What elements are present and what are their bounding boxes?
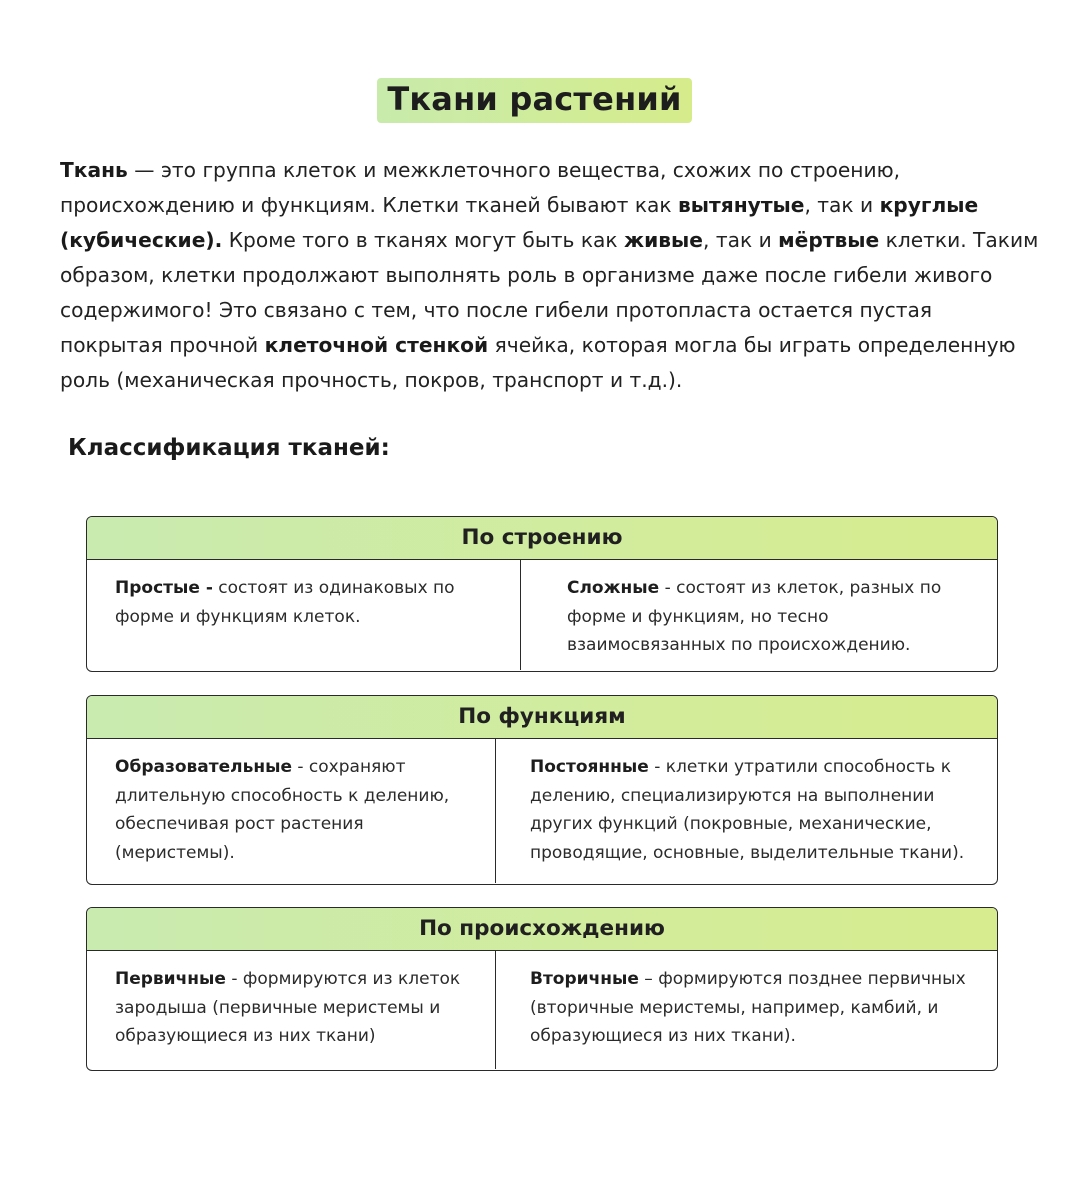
cell-simple: [87, 560, 520, 670]
cell-term: Вторичные: [530, 969, 639, 989]
intro-term-vytyanutye: вытянутые: [678, 193, 805, 217]
cell-primary: [87, 951, 495, 1069]
section-by-structure: [86, 516, 998, 672]
section-header: По строению: [87, 517, 997, 560]
cell-desc: - состоят из клеток, разных по форме и функциям, но тесно взаимосвязанных по происхождению.: [567, 578, 942, 655]
page-title: Ткани растений: [377, 78, 691, 123]
section-by-origin: [86, 907, 998, 1071]
intro-term-zhivye: живые: [624, 228, 704, 252]
title-container: [0, 78, 1069, 123]
cell-term: Простые -: [115, 578, 213, 598]
intro-term-kletochnaya-stenka: клеточной стенкой: [264, 333, 489, 357]
classification-heading: Классификация тканей:: [68, 435, 390, 461]
cell-term: Постоянные: [530, 757, 649, 777]
cell-desc: - клетки утратили способность к делению, специализируются на выполнении других функций (покровные, механические, проводящие, основные, выделительные ткани).: [530, 757, 965, 863]
cell-desc: - формируются из клеток зародыша (первичные меристемы и образующиеся из них ткани): [115, 969, 461, 1046]
section-body: [87, 560, 997, 670]
intro-text: ячейка, которая могла бы играть определенную роль (механическая прочность, покров, транспорт и т.д.).: [60, 333, 1016, 392]
intro-text: , так и: [804, 193, 880, 217]
cell-permanent: [496, 739, 997, 883]
section-by-function: [86, 695, 998, 885]
intro-term-myortvye: мёртвые: [778, 228, 880, 252]
cell-term: Первичные: [115, 969, 226, 989]
cell-desc: – формируются позднее первичных (вторичные меристемы, например, камбий, и образующиеся из них ткани).: [530, 969, 966, 1046]
cell-term: Образовательные: [115, 757, 292, 777]
intro-text: Кроме того в тканях могут быть как: [222, 228, 625, 252]
section-header: По происхождению: [87, 908, 997, 951]
cell-secondary: [496, 951, 997, 1069]
intro-text: — это группа клеток и межклеточного вещества, схожих по строению, происхождению и функциям. Клетки тканей бывают как: [60, 158, 901, 217]
section-body: [87, 739, 997, 883]
cell-term: Сложные: [567, 578, 660, 598]
cell-desc: состоят из одинаковых по форме и функциям клеток.: [115, 578, 455, 627]
cell-complex: [521, 560, 997, 670]
section-header: По функциям: [87, 696, 997, 739]
intro-term-tkan: Ткань: [60, 158, 128, 182]
intro-paragraph: [60, 153, 1040, 398]
intro-text: клетки. Таким образом, клетки продолжают выполнять роль в организме даже после гибели живого содержимого! Это связано с тем, что после гибели протопласта остается пустая покрытая прочной: [60, 228, 1039, 357]
cell-desc: - сохраняют длительную способность к делению, обеспечивая рост растения (меристемы).: [115, 757, 450, 863]
intro-term-kruglye: круглые (кубические).: [60, 193, 979, 252]
section-body: [87, 951, 997, 1069]
cell-meristematic: [87, 739, 495, 883]
intro-text: , так и: [703, 228, 779, 252]
